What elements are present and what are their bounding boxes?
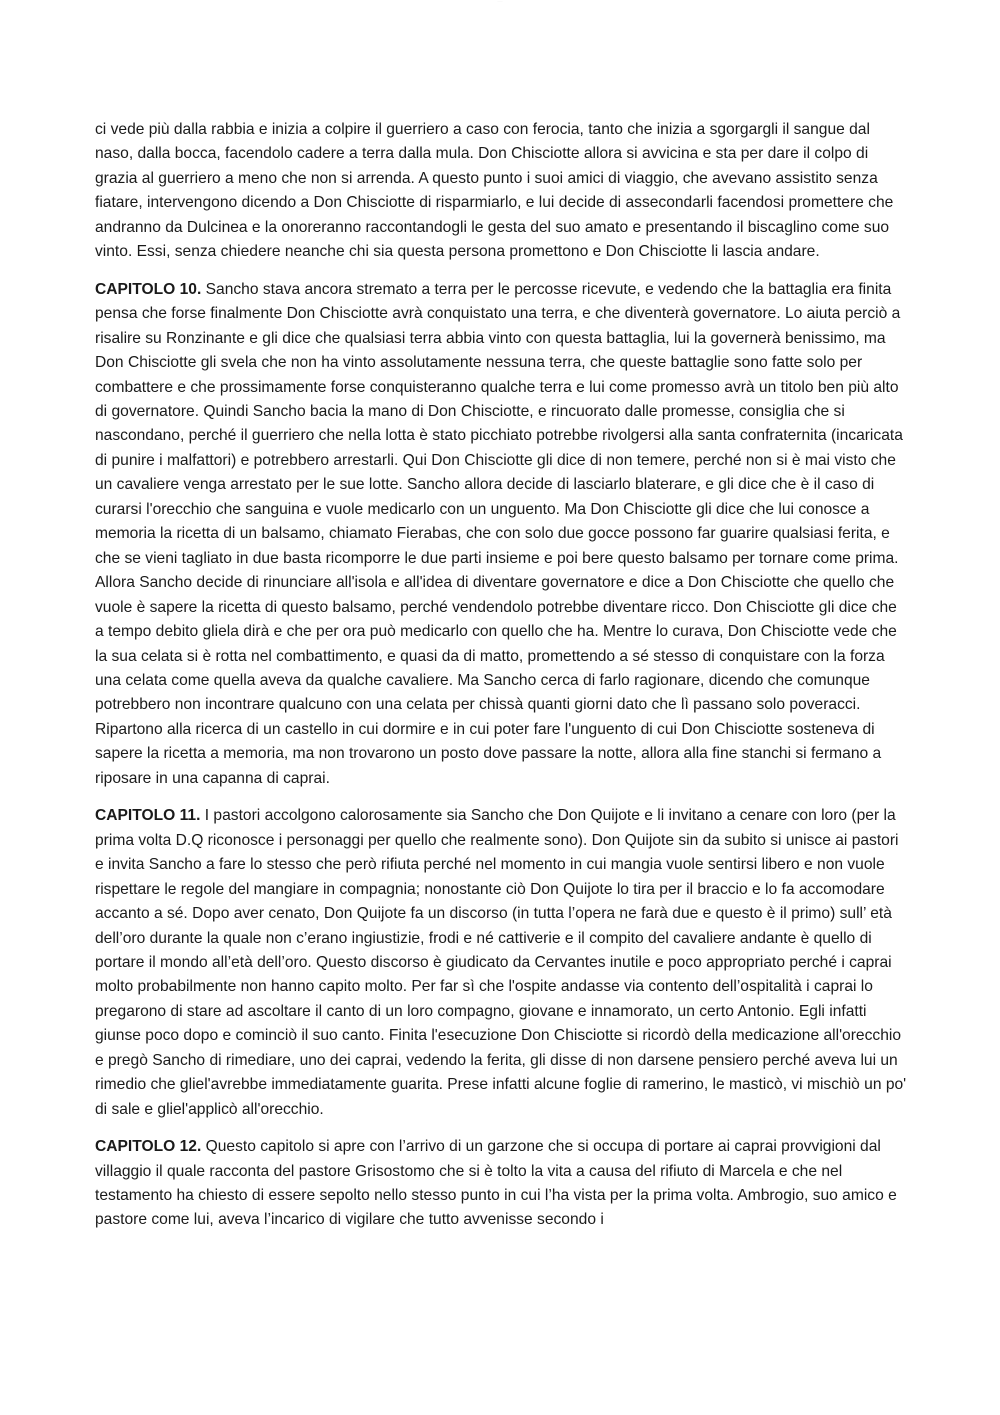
document-page: [95, 118, 907, 1246]
paragraph-continuation: [95, 118, 907, 265]
page-header-mark: ·····: [497, 0, 503, 3]
chapter-heading: CAPITOLO 12.: [95, 1138, 202, 1156]
paragraph-chapter-12: [95, 1135, 907, 1233]
chapter-heading: CAPITOLO 10.: [95, 280, 202, 298]
paragraph-chapter-10: [95, 278, 907, 792]
paragraph-text: Sancho stava ancora stremato a terra per le percosse ricevute, e vedendo che la battaglia era finita pensa che forse finalmente Don Chisciotte avrà conquistato una terra, e che diventerà governatore. Lo aiuta perciò a risalire su Ronzinante e gli dice che qualsiasi terra abbia vinto con questa battaglia, lui la governerà benissimo, ma Don Chisciotte gli svela che non ha vinto assolutamente nessuna terra, che queste battaglie sono fatte solo per combattere e che prossimamente forse conquisteranno qualche terra e lui come promesso avrà un titolo ben più alto di governatore. Quindi Sancho bacia la mano di Don Chisciotte, e rincuorato dalle promesse, consiglia che si nascondano, perché il guerriero che nella lotta è stato picchiato potrebbe rivolgersi alla santa confraternita (incaricata di punire i malfattori) e potrebbero arrestarli. Qui Don Chisciotte gli dice di non temere, perché non si è mai visto che un cavaliere venga arrestato per le sue lotte. Sancho allora decide di lasciarlo blaterare, e gli dice che è il caso di curarsi l'orecchio che sanguina e vuole medicarlo con un unguento. Ma Don Chisciotte gli dice che lui conosce a memoria la ricetta di un balsamo, chiamato Fierabas, che con solo due gocce possono far guarire qualsiasi ferita, e che se vieni tagliato in due basta ricomporre le due parti insieme e poi bere questo balsamo per tornare come prima. Allora Sancho decide di rinunciare all'isola e all'idea di diventare governatore e dice a Don Chisciotte che quello che vuole è sapere la ricetta di questo balsamo, perché vendendolo potrebbe diventare ricco. Don Chisciotte gli dice che a tempo debito gliela dirà e che per ora può medicarlo con quello che ha. Mentre lo curava, Don Chisciotte vede che la sua celata si è rotta nel combattimento, e quasi da di matto, promettendo a sé stesso di conquistare con la forza una celata come quella aveva da qualche cavaliere. Ma Sancho cerca di farlo ragionare, dicendo che comunque potrebbero non incontrare qualcuno con una celata per chissà quanti giorni dato che lì passano solo poveracci. Ripartono alla ricerca di un castello in cui dormire e in cui poter fare l'unguento di cui Don Chisciotte sosteneva di sapere la ricetta a memoria, ma non trovarono un posto dove passare la notte, allora alla fine stanchi si fermano a riposare in una capanna di caprai.: [95, 280, 903, 787]
chapter-heading: CAPITOLO 11.: [95, 807, 201, 825]
paragraph-text: I pastori accolgono calorosamente sia Sancho che Don Quijote e li invitano a cenare con loro (per la prima volta D.Q riconosce i personaggi per quello che realmente sono). Don Quijote sin da subito si unisce ai pastori e invita Sancho a fare lo stesso che però rifiuta perché nel momento in cui mangia vuole sentirsi libero e non vuole rispettare le regole del mangiare in compagnia; nonostante ciò Don Quijote lo tira per il braccio e lo fa accomodare accanto a sé. Dopo aver cenato, Don Quijote fa un discorso (in tutta l’opera ne farà due e questo è il primo) sull’ età dell’oro durante la quale non c’erano ingiustizie, frodi e né cattiverie e il compito del cavaliere andante è quello di portare il mondo all’età dell’oro. Questo discorso è giudicato da Cervantes inutile e poco appropriato perché i caprai molto probabilmente non hanno capito molto. Per far sì che l'ospite andasse via contento dell’ospitalità i caprai lo pregarono di stare ad ascoltare il canto di un loro compagno, giovane e innamorato, un certo Antonio. Egli infatti giunse poco dopo e cominciò il suo canto. Finita l'esecuzione Don Chisciotte si ricordò della medicazione all'orecchio e pregò Sancho di rimediare, uno dei caprai, vedendo la ferita, gli disse di non darsene pensiero perché aveva lui un rimedio che gliel'avrebbe immediatamente guarita. Prese infatti alcune foglie di ramerino, le masticò, vi mischiò un po' di sale e gliel'applicò all'orecchio.: [95, 807, 907, 1118]
paragraph-text: ci vede più dalla rabbia e inizia a colpire il guerriero a caso con ferocia, tanto che inizia a sgorgargli il sangue dal naso, dalla bocca, facendolo cadere a terra dalla mula. Don Chisciotte allora si avvicina e sta per dare il colpo di grazia al guerriero a meno che non si arrenda. A questo punto i suoi amici di viaggio, che avevano assistito senza fiatare, intervengono dicendo a Don Chisciotte di risparmiarlo, e lui decide di assecondarli facendosi promettere che andranno da Dulcinea e la onoreranno raccontandogli le gesta del suo amato e presentando il biscaglino come suo vinto. Essi, senza chiedere neanche chi sia questa persona promettono e Don Chisciotte li lascia andare.: [95, 121, 894, 261]
paragraph-text: Questo capitolo si apre con l’arrivo di un garzone che si occupa di portare ai caprai provvigioni dal villaggio il quale racconta del pastore Grisostomo che si è tolto la vita a causa del rifiuto di Marcela e che nel testamento ha chiesto di essere sepolto nello stesso punto in cui l’ha vista per la prima volta. Ambrogio, suo amico e pastore come lui, aveva l’incarico di vigilare che tutto avvenisse secondo i: [95, 1138, 897, 1229]
paragraph-chapter-11: [95, 804, 907, 1122]
